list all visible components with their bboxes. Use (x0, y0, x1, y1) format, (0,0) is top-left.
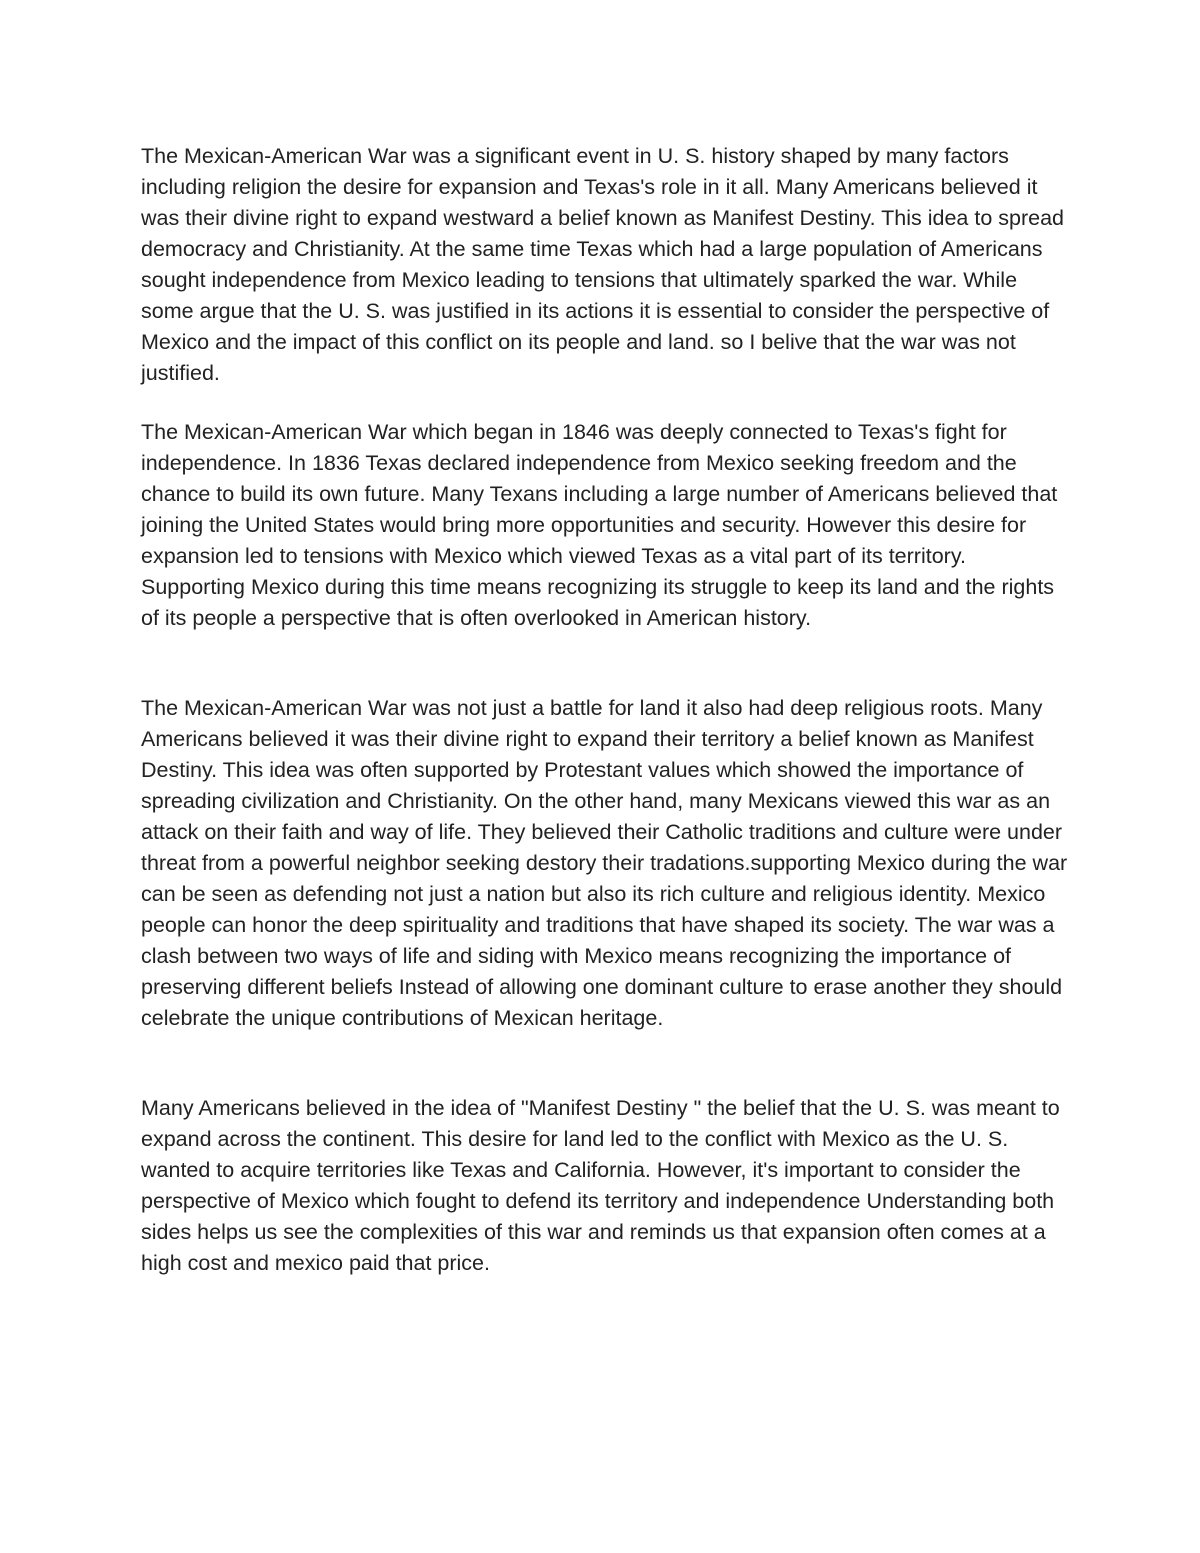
paragraph-manifest-destiny: Many Americans believed in the idea of "Manifest Destiny " the belief that the U. S. was meant to expand across the continent. This desire for land led to the conflict with Mexico as the U. S. wanted to acquire territories like Texas and California. However, it's important to consider the perspective of Mexico which fought to defend its territory and independence Understanding both sides helps us see the complexities of this war and reminds us that expansion often comes at a high cost and mexico paid that price. (141, 1096, 1060, 1275)
paragraph-texas-independence: The Mexican-American War which began in 1846 was deeply connected to Texas's fight for independence. In 1836 Texas declared independence from Mexico seeking freedom and the chance to build its own future. Many Texans including a large number of Americans believed that joining the United States would bring more opportunities and security. However this desire for expansion led to tensions with Mexico which viewed Texas as a vital part of its territory. Supporting Mexico during this time means recognizing its struggle to keep its land and the rights of its people a perspective that is often overlooked in American history. (141, 420, 1058, 630)
paragraph-religious-roots: The Mexican-American War was not just a battle for land it also had deep religious roots. Many Americans believed it was their divine right to expand their territory a belief known as Manifest Destiny. This idea was often supported by Protestant values which showed the importance of spreading civilization and Christianity. On the other hand, many Mexicans viewed this war as an attack on their faith and way of life. They believed their Catholic traditions and culture were under threat from a powerful neighbor seeking destory their tradations.supporting Mexico during the war can be seen as defending not just a nation but also its rich culture and religious identity. Mexico people can honor the deep spirituality and traditions that have shaped its society. The war was a clash between two ways of life and siding with Mexico means recognizing the importance of preserving different beliefs Instead of allowing one dominant culture to erase another they should celebrate the unique contributions of Mexican heritage. (141, 696, 1068, 1030)
paragraph-intro: The Mexican-American War was a significant event in U. S. history shaped by many factors including religion the desire for expansion and Texas's role in it all. Many Americans believed it was their divine right to expand westward a belief known as Manifest Destiny. This idea to spread democracy and Christianity. At the same time Texas which had a large population of Americans sought independence from Mexico leading to tensions that ultimately sparked the war. While some argue that the U. S. was justified in its actions it is essential to consider the perspective of Mexico and the impact of this conflict on its people and land. so I belive that the war was not justified. (141, 144, 1064, 385)
document-body (141, 141, 1071, 1279)
